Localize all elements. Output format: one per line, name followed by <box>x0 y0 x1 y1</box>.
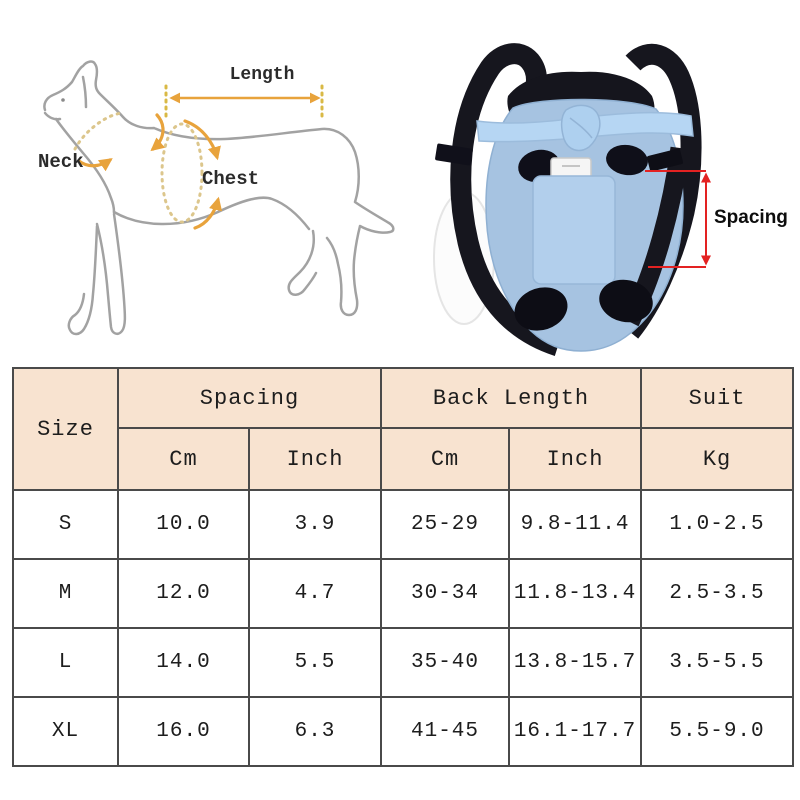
dog-front-leg-far <box>69 226 97 334</box>
cell-back-length-inch: 11.8-13.4 <box>509 559 641 628</box>
col-header-spacing: Spacing <box>118 368 381 428</box>
table-row-xl <box>13 697 793 766</box>
chest-label: Chest <box>202 168 260 190</box>
cell-spacing-cm: 10.0 <box>118 490 249 559</box>
table-row-m <box>13 559 793 628</box>
cell-size: L <box>13 628 118 697</box>
front-pocket <box>533 176 615 284</box>
measure-arrows <box>79 115 218 228</box>
withers-arrow <box>153 115 163 149</box>
length-label: Length <box>229 65 295 85</box>
cell-size: S <box>13 490 118 559</box>
table-row-l <box>13 628 793 697</box>
cell-spacing-inch: 4.7 <box>249 559 381 628</box>
dog-rear-leg <box>289 231 316 295</box>
spacing-photo-label: Spacing <box>714 207 788 228</box>
chest-guide-ellipse <box>162 124 202 222</box>
neck-guide-arc <box>75 113 121 149</box>
cell-back-length-cm: 41-45 <box>381 697 509 766</box>
cell-suit-kg: 1.0-2.5 <box>641 490 793 559</box>
dog-front-leg <box>97 214 125 334</box>
cell-size: XL <box>13 697 118 766</box>
cell-spacing-cm: 16.0 <box>118 697 249 766</box>
length-measure <box>166 86 322 118</box>
col-header-size: Size <box>13 368 118 490</box>
subheader-spacing-inch: Inch <box>249 428 381 490</box>
dog-ear-line <box>83 77 86 107</box>
cell-size: M <box>13 559 118 628</box>
size-table <box>12 367 794 767</box>
cell-spacing-inch: 6.3 <box>249 697 381 766</box>
cell-back-length-inch: 16.1-17.7 <box>509 697 641 766</box>
cell-spacing-inch: 5.5 <box>249 628 381 697</box>
backpack-photo <box>400 0 800 360</box>
col-header-suit: Suit <box>641 368 793 428</box>
cell-suit-kg: 5.5-9.0 <box>641 697 793 766</box>
cell-back-length-cm: 25-29 <box>381 490 509 559</box>
size-table-section <box>12 367 792 767</box>
subheader-spacing-cm: Cm <box>118 428 249 490</box>
cell-back-length-inch: 9.8-11.4 <box>509 490 641 559</box>
cell-spacing-inch: 3.9 <box>249 490 381 559</box>
dog-measurement-diagram <box>0 0 400 360</box>
col-header-back-length: Back Length <box>381 368 641 428</box>
cell-spacing-cm: 12.0 <box>118 559 249 628</box>
dog-mouth-line <box>45 113 60 119</box>
neck-arrow <box>79 160 110 166</box>
cell-suit-kg: 3.5-5.5 <box>641 628 793 697</box>
cell-suit-kg: 2.5-3.5 <box>641 559 793 628</box>
table-row-s <box>13 490 793 559</box>
cell-spacing-cm: 14.0 <box>118 628 249 697</box>
dog-outline-drawing <box>44 62 393 334</box>
cell-back-length-cm: 35-40 <box>381 628 509 697</box>
dog-eye <box>61 98 65 102</box>
neck-label: Neck <box>38 151 84 173</box>
cell-back-length-cm: 30-34 <box>381 559 509 628</box>
subheader-back-length-cm: Cm <box>381 428 509 490</box>
cell-back-length-inch: 13.8-15.7 <box>509 628 641 697</box>
subheader-suit-kg: Kg <box>641 428 793 490</box>
subheader-back-length-inch: Inch <box>509 428 641 490</box>
